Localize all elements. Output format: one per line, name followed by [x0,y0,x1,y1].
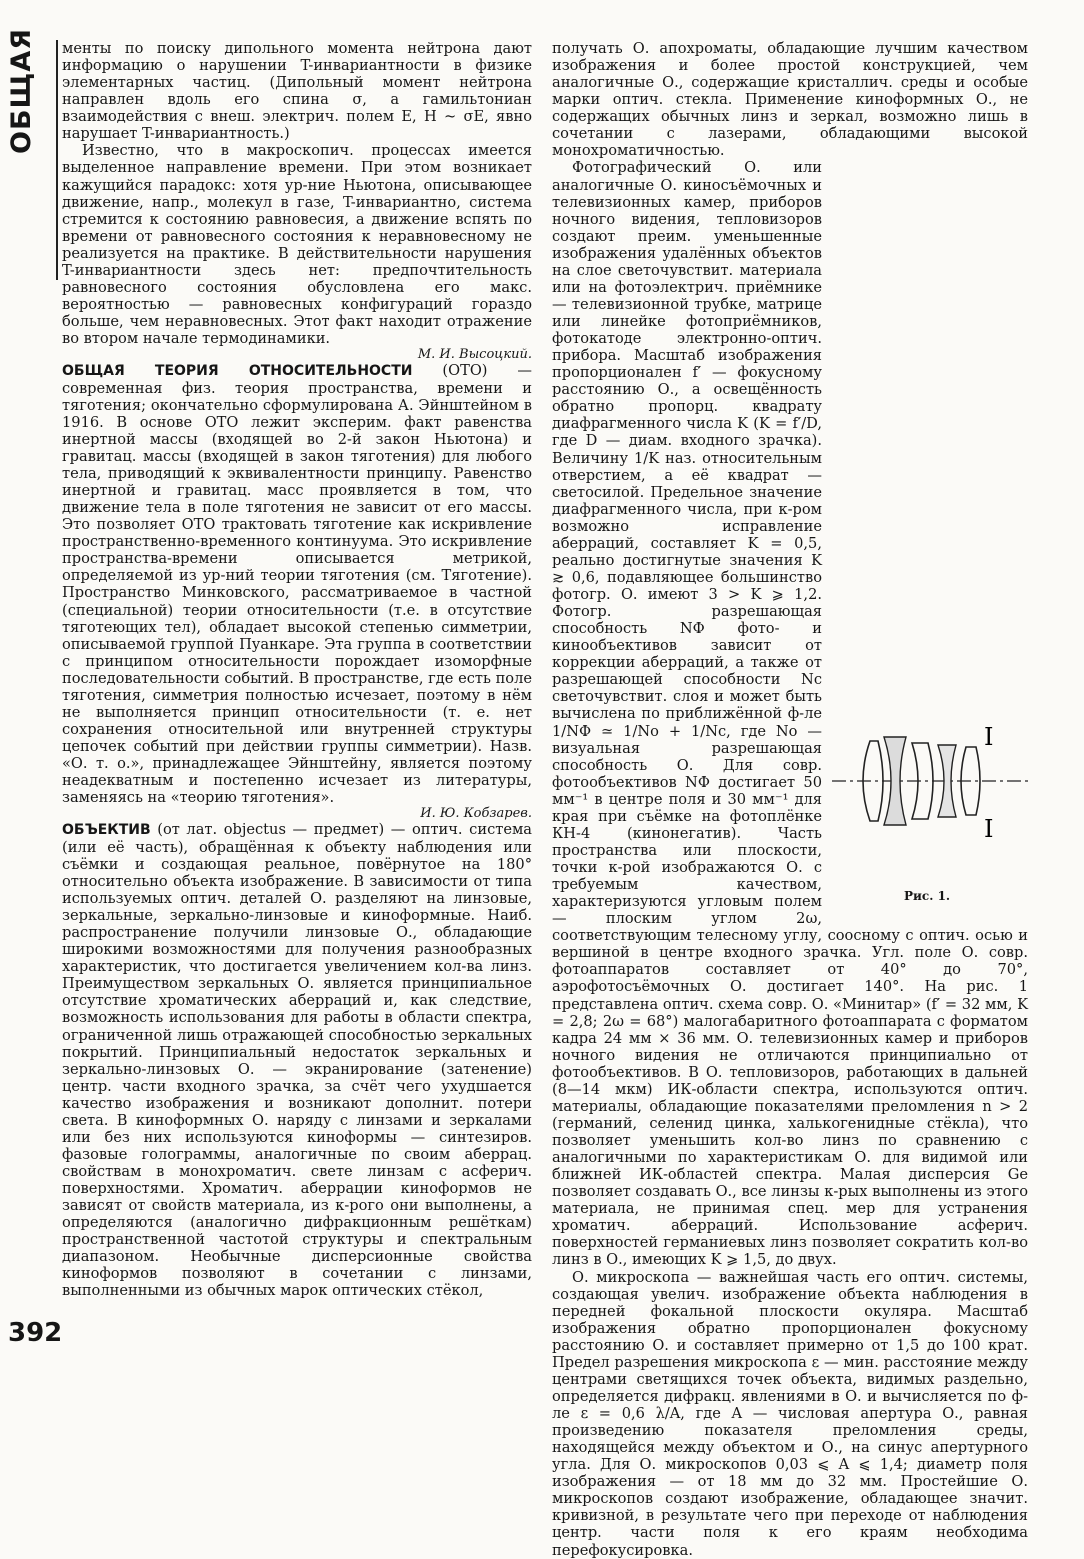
entry-oto [62,362,532,806]
entry-heading: ОБЪЕКТИВ [62,822,151,839]
right-column [552,40,1028,1559]
entry-text: (ОТО) — современная физ. теория пространства, времени и тяготения; окончательно сформулирована А. Эйнштейном в 1916. В основе ОТО лежит эксперим. факт равенства инертной массы (входящей во 2-й закон Ньютона) и гравитац. массы (входящей в закон тяготения) для любого тела, приводящий к эквивалентности принципу. Равенство инертной и гравитац. масс проявляется в том, что движение тела в поле тяготения не зависит от его массы. Это позволяет ОТО трактовать тяготение как искривление пространственно-временного континуума. Это искривление пространства-времени описывается метрикой, определяемой из ур-ний теории тяготения (см. Тяготение). Пространство Минковского, рассматриваемое в частной (специальной) теории относительности (т.е. в отсутствие тяготеющих тел), обладает высокой степенью симметрии, описываемой группой Пуанкаре. Эта группа в соответствии с принципом относительности порождает изоморфные последовательности событий. В пространстве, где есть поле тяготения, симметрия полностью исчезает, поэтому в нём не выполняется принцип относительности (т. е. нет сохранения относительной или внутренней структуры цепочек событий при действии группы симметрии). Назв. «О. т. о.», принадлежащее Эйнштейну, является поэтому неадекватным и постепенно исчезает из литературы, заменяясь на «теорию тяготения». [62,362,532,807]
entry-heading: ОБЩАЯ ТЕОРИЯ ОТНОСИТЕЛЬНОСТИ [62,363,413,380]
entry-text: (от лат. objectus — предмет) — оптич. система (или её часть), обращённая к объекту наблюдения или съёмки и создающая реальное, повёрнутое на 180° относительно объекта изображение. В зависимости от типа используемых оптич. деталей О. разделяют на линзовые, зеркальные, зеркально-линзовые и киноформные. Наиб. распространение получили линзовые О., обладающие широкими возможностями для получения разнообразных характеристик, что достигается увеличением кол-ва линз. Преимуществом зеркальных О. является принципиальное отсутствие хроматических аберраций и, как следствие, возможность использования для работы в области спектра, ограниченной лишь отражающей способностью зеркальных покрытий. Принципиальный недостаток зеркальных и зеркально-линзовых О. — экранирование (затенение) центр. части входного зрачка, за счёт чего ухудшается качество изображения и возникают дополнит. потери света. В киноформных О. наряду с линзами и зеркалами или без них используются киноформы — синтезиров. фазовые голограммы, аналогичные по своим аберрац. свойствам в монохроматич. свете линзам с асферич. поверхностями. Хроматич. аберрации киноформов не зависят от свойств материала, из к-рого они выполнены, а определяются (аналогично дифракционным решёткам) пространственной частотой структуры и спектральным диапазоном. Необычные дисперсионные свойства киноформов позволяют в сочетании с линзами, выполненными из обычных марок оптических стёкол, [62,821,533,1300]
paragraph: Фотографический О. или аналогичные О. киносъёмочных и телевизионных камер, приборов ночного видения, тепловизоров создают преим. уменьшенные изображения удалённых объектов на слое светочувствит. материала или на фотоэлектрич. приёмнике — телевизионной трубке, матрице или линейке фотоприёмников, фотокатоде электронно-оптич. прибора. Масштаб изображения пропорционален f′ — фокусному расстоянию О., а освещённость обратно пропорц. квадрату диафрагменного числа K (K = f′/D, где D — диам. входного зрачка). Величину 1/K наз. относительным отверстием, а её квадрат — светосилой. Предельное значение диафрагменного числа, при к-ром возможно исправление аберраций, составляет K = 0,5, реально достигнутые значения K ≳ 0,6, подавляющее большинство фотогр. О. имеют 3 > K ⩾ 1,2. Фотогр. разрешающая способность NФ фото- и кинообъективов зависит от коррекции аберраций, а также от разрешающей способности Nс светочувствит. слоя и может быть вычислена по приближённой ф-ле 1/NФ ≃ 1/Nо + 1/Nс, где Nо — визуальная разрешающая способность О. Для совр. фотообъективов NФ достигает 50 мм⁻¹ в центре поля и 30 мм⁻¹ для края при съёмке на фотоплёнке КН-4 (кинонегатив). Часть пространства или плоскости, точки к-рой изображаются О. с требуемым качеством, характеризуются угловым полем — плоским углом 2ω, соответствующим телесному углу, соосному с оптич. осью и вершиной в центре входного зрачка. Угл. поле О. совр. фотоаппаратов составляет от 40° до 70°, аэрофотосъёмочных О. достигает 140°. На рис. 1 представлена оптич. схема совр. О. «Минитар» (f′ = 32 мм, K = 2,8; 2ω = 68°) малогабаритного фотоаппарата с форматом кадра 24 мм × 36 мм. О. телевизионных камер и приборов ночного видения не отличаются принципиально от фотообъективов. В О. тепловизоров, работающих в дальней (8—14 мкм) ИК-области спектра, используются оптич. материалы, обладающие показателями преломления n > 2 (германий, селенид цинка, халькогенидные стёкла), что позволяет уменьшить кол-во линз по сравнению с аналогичными по характеристикам О. для видимой или ближней ИК-областей спектра. Малая дисперсия Ge позволяет создавать О., все линзы к-рых выполнены из этого материала, не принимая спец. мер для устранения хроматич. аберраций. Использование асферич. поверхностей германиевых линз позволяет сократить кол-во линз в О., имеющих K ⩾ 1,5, до двух. [552,159,1028,1269]
author-signature: М. И. Высоцкий. [417,347,532,363]
left-column [62,40,532,1340]
paragraph: О. микроскопа — важнейшая часть его оптич. системы, создающая увелич. изображение объекта наблюдения в передней фокальной плоскости окуляра. Масштаб изображения обратно пропорционален фокусному расстоянию О. и составляет примерно от 1,5 до 100 крат. Предел разрешения микроскопа ε — мин. расстояние между центрами светящихся точек объекта, видимых раздельно, определяется дифракц. явлениями в О. и вычисляется по ф-ле ε = 0,6 λ/A, где A — числовая апертура О., равная произведению показателя преломления среды, находящейся между объектом и О., на синус апертурного угла. Для О. микроскопов 0,03 ⩽ A ⩽ 1,4; диаметр поля изображения — от 18 мм до 32 мм. Простейшие О. микроскопов создают изображение, обладающее значит. кривизной, в результате чего при переходе от наблюдения центр. части поля к его краям необходима перефокусировка. [552,1268,1028,1559]
paragraph: получать О. апохроматы, обладающие лучшим качеством изображения и более простой конструкцией, чем аналогичные О., содержащие кристаллич. среды и особые марки оптич. стекла. Применение киноформных О., не содержащих обычных линз и зеркал, возможно лишь в сочетании с лазерами, обладающими высокой монохроматичностью. [552,40,1028,160]
paragraph: Известно, что в макроскопич. процессах имеется выделенное направление времени. При этом возникает кажущийся парадокс: хотя ур-ние Ньютона, описывающее движение, напр., молекул в газе, T-инвариантно, система стремится к состоянию равновесия, а движение вспять по времени от равновесного состояния к неравновесному не реализуется на практике. В действительности нарушения T-инвариантности здесь нет: предпочтительность равновесного состояния обусловлена его макс. вероятностью — равновесных конфигураций гораздо больше, чем неравновесных. Этот факт находит отражение во втором начале термодинамики. [62,142,532,348]
lens-scheme-svg [832,719,1028,889]
entry-objective [62,821,532,1299]
figure-mark-top: I [984,723,994,752]
figure-lens-diagram [832,719,1028,909]
figure-mark-bottom: I [984,815,994,844]
paragraph: менты по поиску дипольного момента нейтрона дают информацию о нарушении T-инвариантности в физике элементарных частиц. (Дипольный момент нейтрона направлен вдоль его спина σ, а гамильтониан взаимодействия с внеш. электрич. полем E, H ~ σE, явно нарушает T-инвариантность.) [62,40,532,143]
author-signature: И. Ю. Кобзарев. [420,806,532,822]
side-section-title: ОБЩАЯ [6,27,37,154]
page-number: 392 [8,1318,63,1348]
figure-caption: Рис. 1. [904,889,951,904]
